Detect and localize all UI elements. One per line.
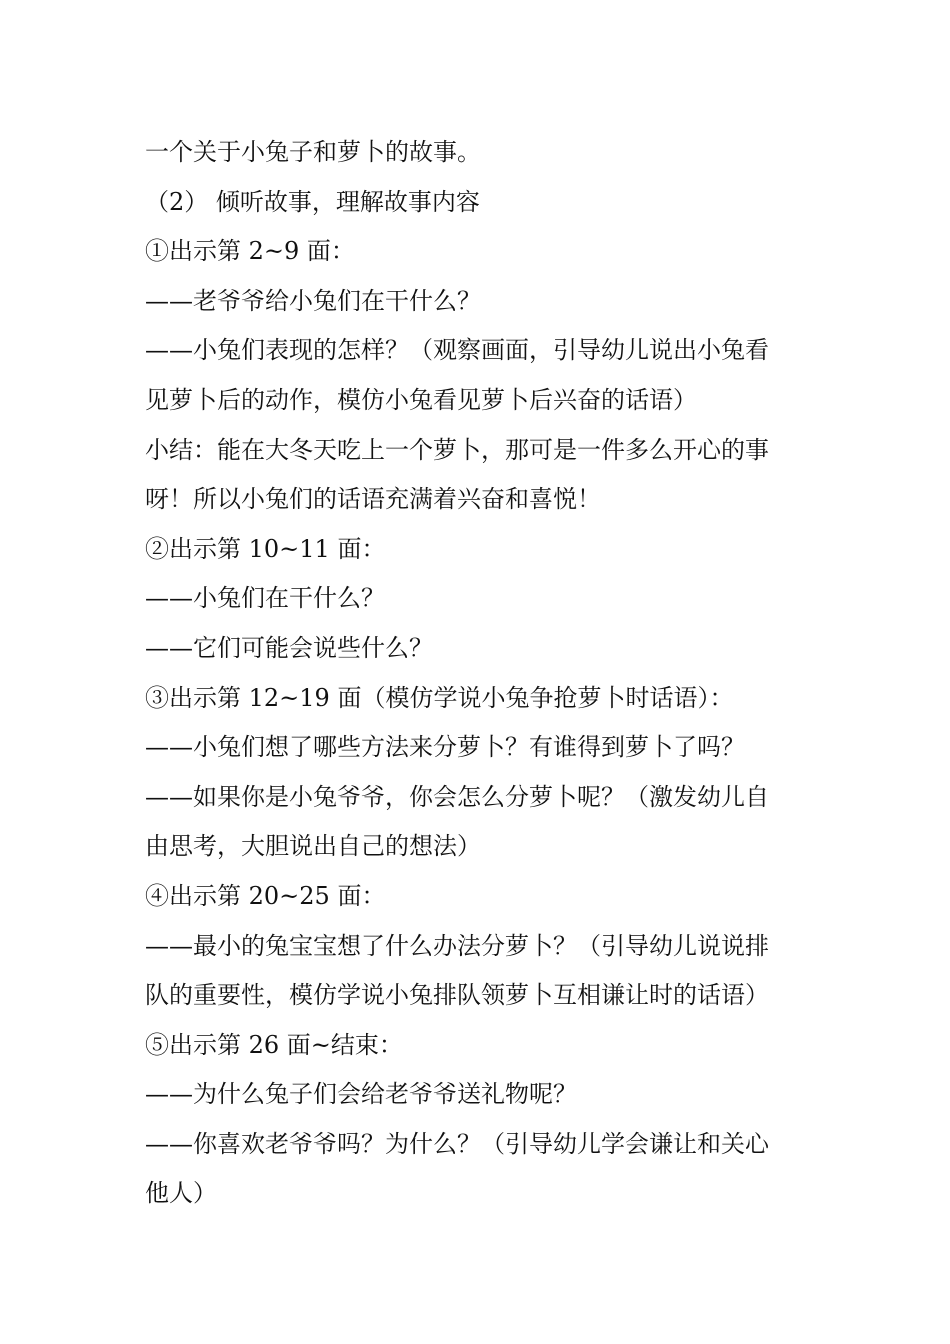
text-line: 一个关于小兔子和萝卜的故事。: [145, 138, 481, 166]
question-line: ——最小的兔宝宝想了什么办法分萝卜？（引导幼儿说说排: [145, 931, 769, 960]
question-line: ——为什么兔子们会给老爷爷送礼物呢？: [145, 1080, 577, 1109]
step-heading: ③出示第 12~19 面（模仿学说小兔争抢萝卜时话语）：: [145, 683, 734, 712]
step-heading: ④出示第 20~25 面：: [145, 881, 386, 910]
text-line: 见萝卜后的动作，模仿小兔看见萝卜后兴奋的话语）: [145, 385, 697, 414]
document-body: [145, 128, 815, 1219]
step-heading: ②出示第 10~11 面：: [145, 534, 386, 563]
question-line: ——小兔们表现的怎样？（观察画面，引导幼儿说出小兔看: [145, 336, 769, 365]
text-line: 由思考，大胆说出自己的想法）: [145, 832, 481, 861]
text-line: 呀！所以小兔们的话语充满着兴奋和喜悦！: [145, 485, 601, 514]
text-line: 他人）: [145, 1179, 217, 1208]
step-heading: ①出示第 2~9 面：: [145, 237, 355, 266]
section-heading: （2） 倾听故事，理解故事内容: [145, 187, 480, 216]
summary-line: 小结：能在大冬天吃上一个萝卜，那可是一件多么开心的事: [145, 435, 769, 464]
question-line: ——它们可能会说些什么？: [145, 633, 433, 662]
step-heading: ⑤出示第 26 面~结束：: [145, 1030, 403, 1059]
question-line: ——如果你是小兔爷爷，你会怎么分萝卜呢？（激发幼儿自: [145, 782, 769, 811]
question-line: ——老爷爷给小兔们在干什么？: [145, 286, 481, 315]
question-line: ——你喜欢老爷爷吗？为什么？（引导幼儿学会谦让和关心: [145, 1129, 769, 1158]
text-line: 队的重要性，模仿学说小兔排队领萝卜互相谦让时的话语）: [145, 981, 769, 1010]
question-line: ——小兔们想了哪些方法来分萝卜？有谁得到萝卜了吗？: [145, 733, 745, 762]
question-line: ——小兔们在干什么？: [145, 584, 385, 613]
